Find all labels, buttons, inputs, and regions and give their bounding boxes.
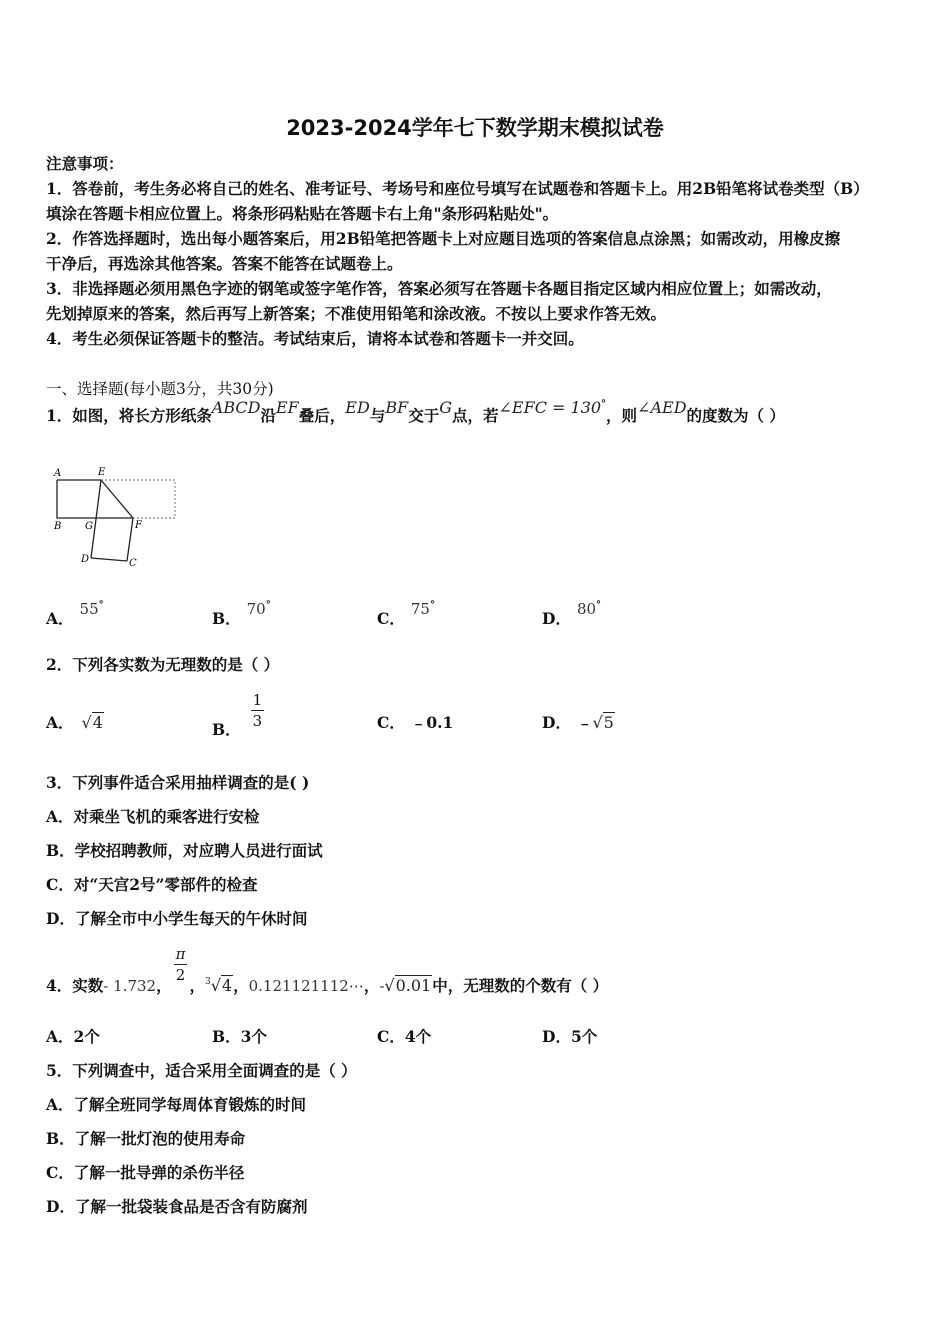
q1-option-a [46,599,104,629]
fig-label-a: A [54,468,62,479]
fig-dashed-original [101,480,175,518]
separator: ， [233,975,249,995]
cube-root-expression: $^3$√4 [204,975,233,995]
degree-mark: ° [429,599,435,611]
q4-value-1: - 1.732 [103,976,157,995]
option-value: 5个 [570,1027,598,1046]
q1-math-ef: EF [276,398,299,417]
fraction [251,690,265,731]
notice-line-1a: 1．答卷前，考生务必将自己的姓名、准考证号、考场号和座位号填写在试题卷和答题卡上。用2B铅笔将试卷类型（B） [46,179,869,198]
numerator: 1 [252,691,263,709]
option-letter: A． [46,713,74,732]
option-letter: C． [377,713,405,732]
denominator: 3 [252,712,263,730]
option-value: 3个 [240,1027,267,1046]
q4-text-2: 中，无理数的个数有（ ） [432,975,609,995]
question-5: 5．下列调查中，适合采用全面调查的是（ ） [46,1061,357,1080]
option-value: 4个 [404,1027,432,1046]
notice-line-3b: 先划掉原来的答案，然后再写上新答案；不准使用铅笔和涂改液。不按以上要求作答无效。 [46,304,667,323]
question-2: 2．下列各实数为无理数的是（ ） [46,655,280,674]
option-letter: A． [46,1027,74,1046]
fig-left-rect [57,480,96,518]
fig-label-d: D [81,554,90,565]
minus-sign: ﹣ [576,713,593,732]
notice-line-2b: 干净后，再选涂其他答案。答案不能答在试题卷上。 [46,254,403,273]
option-value: 80 [576,600,597,618]
q2-option-d [542,711,615,733]
degree-mark: ° [98,599,104,611]
fig-label-b: B [54,521,62,532]
q3-option-a: A．对乘坐飞机的乘客进行安检 [46,807,260,826]
fig-edge-fc [127,518,133,561]
separator: ， [189,975,205,995]
q3-option-c: C．对“天宫2号”零部件的检查 [46,875,258,894]
q1-math-angle-efc: ∠EFC = 130 [498,398,602,417]
q1-text-3: 叠后， [298,406,346,425]
q3-option-b: B．学校招聘教师，对应聘人员进行面试 [46,841,323,860]
fig-label-e: E [98,467,106,478]
option-value: 75 [410,600,430,618]
denominator: 2 [175,966,186,984]
notice-line-3a: 3．非选择题必须用黑色字迹的钢笔或签字笔作答，答案必须写在答题卡各题目指定区域内相应位置上；如需改动， [46,279,832,298]
option-value: 55 [79,600,99,618]
page-title: 2023-2024学年七下数学期末模拟试卷 [286,116,664,140]
fig-label-g: G [85,521,93,532]
section-heading: 一、选择题(每小题3分，共30分) [46,380,274,398]
q5-option-b: B．了解一批灯泡的使用寿命 [46,1129,246,1148]
q1-text-2: 沿 [260,406,276,425]
q5-option-a: A．了解全班同学每周体育锻炼的时间 [46,1095,307,1114]
notice-line-1b: 填涂在答题卡相应位置上。将条形码粘贴在答题卡右上角"条形码粘贴处"。 [46,204,559,223]
fig-edge-ed [91,480,101,558]
option-letter: B． [212,609,241,628]
option-value: 2个 [73,1027,100,1046]
notice-heading: 注意事项： [46,154,124,173]
separator: ， [156,975,172,995]
sqrt-expression: √4 [81,713,103,732]
q1-text-7: ，则 [606,406,638,425]
q1-math-abcd: ABCD [211,398,261,417]
q1-figure [48,462,183,574]
q3-option-d: D．了解全市中小学生每天的午休时间 [46,909,308,928]
option-letter: D． [542,713,571,732]
q4-option-c [377,1025,431,1047]
minus-sign: - [379,976,385,995]
option-value: 70 [246,600,266,618]
question-1 [46,398,785,426]
q2-option-c [377,711,453,733]
q2-option-b [212,690,264,739]
q1-math-bf: BF [385,398,409,417]
option-letter: C． [377,1027,405,1046]
q2-option-a [46,711,104,733]
option-letter: C． [377,609,405,628]
question-3: 3．下列事件适合采用抽样调查的是( ) [46,773,310,792]
radicand: 4 [221,975,233,995]
option-letter: D． [542,1027,571,1046]
q5-option-c: C．了解一批导弹的杀伤半径 [46,1163,245,1182]
option-letter: B． [212,1027,241,1046]
q1-text-1: 1．如图，将长方形纸条 [46,406,212,425]
q1-text-5: 交于 [408,406,440,425]
q1-math-angle-aed: ∠AED [637,398,687,417]
q5-option-d: D．了解一批袋装食品是否含有防腐剂 [46,1197,308,1216]
q1-option-d [542,599,602,629]
q4-value-4: 0.121121112⋯ [248,976,364,995]
fig-label-f: F [135,520,142,531]
q1-option-c [377,599,435,629]
radicand: 5 [603,713,614,732]
option-value: ﹣0.1 [410,713,454,732]
fig-fold-line-ef [101,480,133,518]
fig-edge-dc [91,558,127,561]
fig-label-c: C [129,558,137,569]
q4-option-a [46,1025,100,1047]
q1-text-8: 的度数为（ ） [686,406,785,425]
q1-math-g: G [439,398,452,417]
degree-mark: ° [265,599,271,611]
q4-option-b [212,1025,267,1047]
q4-option-d [542,1025,597,1047]
root-index: 3 [204,976,211,987]
q1-text-4: 与 [369,406,386,425]
notice-line-2a: 2．作答选择题时，选出每小题答案后，用2B铅笔把答题卡上对应题目选项的答案信息点涂黑；如需改动，用橡皮擦 [46,229,841,248]
sqrt-expression: √5 [592,713,614,732]
degree-mark: ° [596,599,602,611]
q1-option-b [212,599,271,629]
question-4 [46,944,609,995]
q4-text-1: 4．实数 [46,975,104,995]
numerator: π [175,945,186,963]
option-letter: D． [542,609,571,628]
separator: ， [363,975,380,995]
notice-line-4: 4．考生必须保证答题卡的整洁。考试结束后，请将本试卷和答题卡一并交回。 [46,329,584,348]
sqrt-expression: √0.01 [384,975,432,995]
q1-math-ed: ED [345,398,370,417]
radicand: 4 [92,713,103,732]
option-letter: A． [46,609,74,628]
radicand: 0.01 [395,975,432,995]
option-letter: B． [212,719,241,739]
q1-text-6: 点，若 [451,406,499,425]
fraction-pi-over-2 [174,944,188,985]
degree-mark: ° [601,398,607,410]
